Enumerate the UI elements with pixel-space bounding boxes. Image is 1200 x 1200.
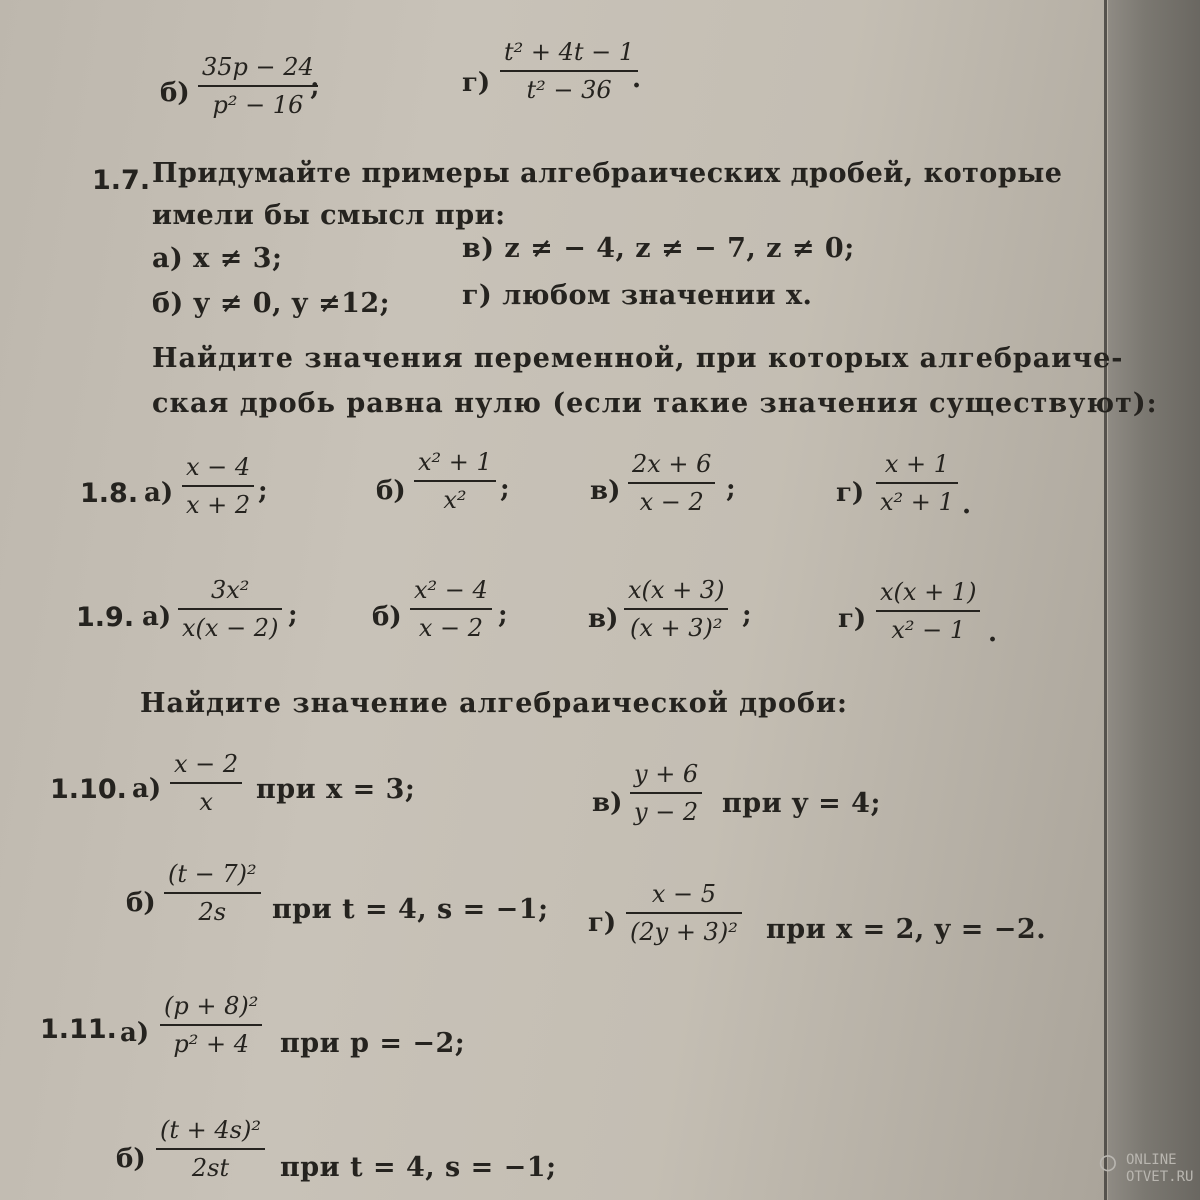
p111-a-condition: при p = −2; [280, 1028, 466, 1059]
p16-b-end: ; [310, 72, 320, 102]
p19-v-end: ; [742, 600, 752, 630]
p111-b-condition: при t = 4, s = −1; [280, 1152, 557, 1183]
p18-v-label: в) [590, 476, 621, 506]
p16-g-end: . [632, 64, 642, 94]
p19-g-fraction [876, 580, 980, 642]
fraction-numerator: x + 1 [884, 450, 949, 478]
p19-b-end: ; [498, 600, 508, 630]
p18-a-label: а) [144, 478, 174, 508]
p17-item-a: а) x ≠ 3; [152, 243, 283, 274]
fraction-numerator: x − 5 [651, 880, 716, 908]
p110-number: 1.10. [50, 774, 127, 805]
fraction-numerator: x − 2 [174, 750, 239, 778]
p18-g-fraction [876, 452, 958, 514]
p111-b-fraction [156, 1118, 265, 1180]
page-edge-line [1104, 0, 1107, 1200]
p111-b-label: б) [116, 1144, 146, 1174]
fraction-denominator: 2s [198, 898, 227, 926]
p110-g-fraction [626, 882, 742, 944]
fraction-numerator: (t − 7)² [168, 860, 257, 888]
fraction-denominator: x² − 1 [891, 616, 966, 644]
p17-item-g: г) любом значении x. [462, 280, 813, 311]
p18-v-end: ; [726, 474, 736, 504]
p110-g-label: г) [588, 908, 617, 938]
p110-v-label: в) [592, 788, 623, 818]
p19-b-label: б) [372, 602, 402, 632]
p18-b-label: б) [376, 476, 406, 506]
fraction-numerator: 2x + 6 [632, 450, 712, 478]
p19-number: 1.9. [76, 602, 135, 633]
fraction-numerator: x(x + 3) [628, 576, 725, 604]
p17-text-line2: имели бы смысл при: [152, 200, 506, 231]
p110-a-label: а) [132, 774, 162, 804]
p19-g-label: г) [838, 604, 867, 634]
fraction-denominator: x − 2 [418, 614, 483, 642]
fraction-numerator: x(x + 1) [880, 578, 977, 606]
p17-item-v: в) z ≠ − 4, z ≠ − 7, z ≠ 0; [462, 233, 855, 264]
fraction-numerator: x² − 4 [414, 576, 488, 604]
fraction-denominator: x² [443, 486, 467, 514]
fraction-numerator: t² + 4t − 1 [504, 38, 635, 66]
fraction-numerator: 3x² [211, 576, 250, 604]
p18-b-fraction [414, 450, 496, 512]
p18-g-label: г) [836, 478, 865, 508]
fraction-numerator: (p + 8)² [164, 992, 259, 1020]
fraction-numerator: 35p − 24 [202, 53, 314, 81]
fraction-denominator: p² − 16 [212, 91, 304, 119]
fraction-denominator: t² − 36 [526, 76, 612, 104]
p110-g-condition: при x = 2, y = −2. [766, 914, 1047, 945]
heading-zero-value-line1: Найдите значения переменной, при которых алгебраиче- [152, 343, 1124, 374]
fraction-denominator: x + 2 [186, 491, 251, 519]
fraction-numerator: y + 6 [634, 760, 699, 788]
p19-a-end: ; [288, 600, 298, 630]
p110-b-condition: при t = 4, s = −1; [272, 894, 549, 925]
p111-a-label: а) [120, 1018, 150, 1048]
p19-a-label: а) [142, 602, 172, 632]
p110-b-fraction [164, 862, 261, 924]
heading-find-value: Найдите значение алгебраической дроби: [140, 688, 849, 719]
fraction-denominator: x(x − 2) [182, 614, 279, 642]
p18-g-end: . [962, 490, 972, 520]
p19-a-fraction [178, 578, 282, 640]
p17-number: 1.7. [92, 165, 151, 196]
p18-a-fraction [182, 455, 254, 517]
p110-a-condition: при x = 3; [256, 774, 416, 805]
p19-g-end: . [988, 618, 998, 648]
p110-b-label: б) [126, 888, 156, 918]
p18-number: 1.8. [80, 478, 139, 509]
watermark-text [1126, 1152, 1193, 1186]
p16-g-fraction [500, 40, 638, 102]
p110-v-fraction [630, 762, 702, 824]
fraction-denominator: x − 2 [639, 488, 704, 516]
book-spine-edge [1108, 0, 1200, 1200]
p19-v-label: в) [588, 604, 619, 634]
watermark-logo [1100, 1148, 1195, 1193]
p17-item-b: б) y ≠ 0, y ≠12; [152, 288, 391, 319]
p17-text-line1: Придумайте примеры алгебраических дробей, которые [152, 158, 1063, 189]
fraction-numerator: (t + 4s)² [160, 1116, 261, 1144]
p110-a-fraction [170, 752, 242, 814]
p16-b-fraction [198, 55, 318, 117]
fraction-numerator: x − 4 [186, 453, 251, 481]
p18-a-end: ; [258, 476, 268, 506]
heading-zero-value-line2: ская дробь равна нулю (если такие значения существуют): [152, 388, 1158, 419]
fraction-denominator: (2y + 3)² [630, 918, 738, 946]
p19-v-fraction [624, 578, 728, 640]
watermark-line2: OTVET.RU [1126, 1169, 1194, 1185]
p16-g-label: г) [462, 68, 491, 98]
p110-v-condition: при y = 4; [722, 788, 881, 819]
p18-b-end: ; [500, 474, 510, 504]
fraction-denominator: x² + 1 [880, 488, 954, 516]
p18-v-fraction [628, 452, 715, 514]
p111-a-fraction [160, 994, 262, 1056]
fraction-denominator: (x + 3)² [629, 614, 723, 642]
fraction-denominator: y − 2 [634, 798, 699, 826]
p16-b-label: б) [160, 78, 190, 108]
watermark-line1: ONLINE [1126, 1152, 1177, 1168]
fraction-denominator: 2st [191, 1154, 230, 1182]
fraction-denominator: p² + 4 [173, 1030, 249, 1058]
lightbulb-icon: ◯ [1100, 1147, 1116, 1177]
fraction-numerator: x² + 1 [418, 448, 492, 476]
fraction-denominator: x [199, 788, 213, 816]
p111-number: 1.11. [40, 1014, 117, 1045]
p19-b-fraction [410, 578, 492, 640]
